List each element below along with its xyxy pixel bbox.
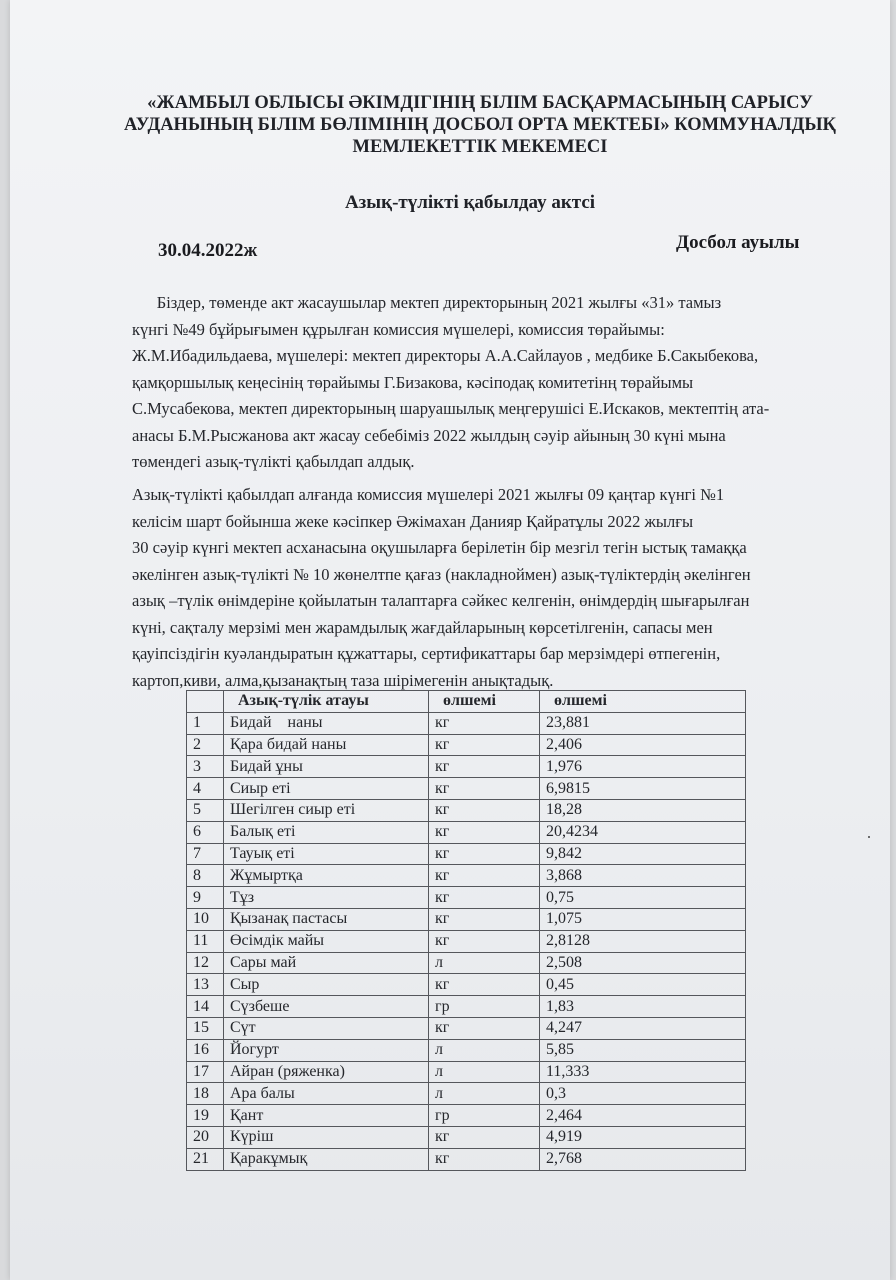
item-unit: кг bbox=[429, 908, 540, 930]
row-number: 19 bbox=[187, 1105, 224, 1127]
header-number bbox=[187, 691, 224, 713]
table-row bbox=[187, 952, 746, 974]
table-row bbox=[187, 756, 746, 778]
item-name: Тауық еті bbox=[224, 843, 429, 865]
text-line: келісім шарт бойынша жеке кәсіпкер Әжімахан Данияр Қайратұлы 2022 жылғы bbox=[132, 511, 694, 531]
item-name: Шегілген сиыр еті bbox=[224, 799, 429, 821]
item-name: Күріш bbox=[224, 1126, 429, 1148]
item-unit: кг bbox=[429, 799, 540, 821]
item-unit: кг bbox=[429, 843, 540, 865]
row-number: 2 bbox=[187, 734, 224, 756]
item-name: Бидай наны bbox=[224, 712, 429, 734]
table-row bbox=[187, 865, 746, 887]
text-line: төмендегі азық-түлікті қабылдап алдық. bbox=[132, 452, 415, 471]
row-number: 3 bbox=[187, 756, 224, 778]
item-name: Айран (ряженка) bbox=[224, 1061, 429, 1083]
table-row bbox=[187, 1017, 746, 1039]
row-number: 15 bbox=[187, 1017, 224, 1039]
item-amount: 4,919 bbox=[540, 1126, 746, 1148]
text-line: күнгі №49 бұйрығымен құрылған комиссия мүшелері, комиссия төрайымы: bbox=[132, 319, 665, 339]
table-row bbox=[187, 1126, 746, 1148]
goods-table bbox=[186, 690, 746, 1171]
item-name: Өсімдік майы bbox=[224, 930, 429, 952]
text-line: 30 сәуір күнгі мектеп асханасына оқушыларға берілетін бір мезгіл тегін ыстық тамаққа bbox=[132, 538, 747, 557]
row-number: 9 bbox=[187, 887, 224, 909]
item-amount: 0,75 bbox=[540, 887, 746, 909]
item-name: Балық еті bbox=[224, 821, 429, 843]
item-amount: 0,45 bbox=[540, 974, 746, 996]
header-name: Азық-түлік атауы bbox=[224, 691, 429, 713]
item-name: Сүзбеше bbox=[224, 996, 429, 1018]
row-number: 16 bbox=[187, 1039, 224, 1061]
row-number: 17 bbox=[187, 1061, 224, 1083]
item-amount: 3,868 bbox=[540, 865, 746, 887]
item-name: Қаракұмық bbox=[224, 1148, 429, 1170]
table-row bbox=[187, 1105, 746, 1127]
item-unit: кг bbox=[429, 821, 540, 843]
document-page bbox=[10, 0, 890, 1280]
table-row bbox=[187, 996, 746, 1018]
item-amount: 1,075 bbox=[540, 908, 746, 930]
text-line: әкелінген азық-түлікті № 10 жөнелтпе қағаз (накладноймен) азық-түліктердің әкелінген bbox=[132, 564, 751, 584]
item-unit: кг bbox=[429, 1017, 540, 1039]
row-number: 21 bbox=[187, 1148, 224, 1170]
item-amount: 4,247 bbox=[540, 1017, 746, 1039]
item-unit: кг bbox=[429, 1148, 540, 1170]
item-unit: кг bbox=[429, 712, 540, 734]
organization-header bbox=[90, 92, 870, 158]
item-amount: 18,28 bbox=[540, 799, 746, 821]
item-amount: 2,768 bbox=[540, 1148, 746, 1170]
item-unit: кг bbox=[429, 865, 540, 887]
item-unit: гр bbox=[429, 996, 540, 1018]
table-row bbox=[187, 908, 746, 930]
row-number: 11 bbox=[187, 930, 224, 952]
table-row bbox=[187, 887, 746, 909]
document-date: 30.04.2022ж bbox=[158, 240, 258, 261]
item-amount: 6,9815 bbox=[540, 778, 746, 800]
text-line: С.Мусабекова, мектеп директорының шаруашылық меңгерушісі Е.Искаков, мектептің ата- bbox=[132, 399, 770, 418]
paragraph-inspection bbox=[132, 482, 751, 694]
item-unit: кг bbox=[429, 974, 540, 996]
row-number: 1 bbox=[187, 712, 224, 734]
text-line: Біздер, төменде акт жасаушылар мектеп директорының 2021 жылғы «31» тамыз bbox=[132, 293, 722, 312]
item-amount: 2,8128 bbox=[540, 930, 746, 952]
item-name: Бидай ұны bbox=[224, 756, 429, 778]
item-name: Тұз bbox=[224, 887, 429, 909]
item-amount: 2,406 bbox=[540, 734, 746, 756]
item-amount: 2,508 bbox=[540, 952, 746, 974]
item-name: Йогурт bbox=[224, 1039, 429, 1061]
table-row bbox=[187, 734, 746, 756]
row-number: 8 bbox=[187, 865, 224, 887]
header-amount: өлшемі bbox=[540, 691, 746, 713]
item-name: Сыр bbox=[224, 974, 429, 996]
table-row bbox=[187, 1061, 746, 1083]
item-name: Ара балы bbox=[224, 1083, 429, 1105]
item-amount: 0,3 bbox=[540, 1083, 746, 1105]
item-unit: л bbox=[429, 1061, 540, 1083]
table-header-row bbox=[187, 691, 746, 713]
org-line: МЕМЛЕКЕТТІК МЕКЕМЕСІ bbox=[352, 137, 608, 157]
item-unit: кг bbox=[429, 756, 540, 778]
table-row bbox=[187, 1148, 746, 1170]
item-unit: кг bbox=[429, 1126, 540, 1148]
table-row bbox=[187, 974, 746, 996]
item-amount: 23,881 bbox=[540, 712, 746, 734]
table-row bbox=[187, 821, 746, 843]
paragraph-commission bbox=[132, 290, 769, 476]
item-name: Қант bbox=[224, 1105, 429, 1127]
table-row bbox=[187, 712, 746, 734]
row-number: 13 bbox=[187, 974, 224, 996]
text-line: қамқоршылық кеңесінің төрайымы Г.Бизакова, кәсіподақ комитетінң төрайымы bbox=[132, 372, 694, 392]
row-number: 18 bbox=[187, 1083, 224, 1105]
document-title: Азық-түлікті қабылдау актсі bbox=[344, 192, 596, 213]
table-row bbox=[187, 778, 746, 800]
table-row bbox=[187, 843, 746, 865]
table-row bbox=[187, 1083, 746, 1105]
item-unit: л bbox=[429, 1083, 540, 1105]
row-number: 10 bbox=[187, 908, 224, 930]
item-unit: кг bbox=[429, 887, 540, 909]
row-number: 20 bbox=[187, 1126, 224, 1148]
item-amount: 1,976 bbox=[540, 756, 746, 778]
row-number: 12 bbox=[187, 952, 224, 974]
header-unit: өлшемі bbox=[429, 691, 540, 713]
table-row bbox=[187, 930, 746, 952]
text-line: азық –түлік өнімдеріне қойылатын талаптарға сәйкес келгенін, өнімдердің шығарылған bbox=[132, 591, 750, 610]
item-amount: 2,464 bbox=[540, 1105, 746, 1127]
item-amount: 1,83 bbox=[540, 996, 746, 1018]
text-line: күні, сақталу мерзімі мен жарамдылық жағдайларының көрсетілгенін, сапасы мен bbox=[132, 617, 713, 637]
item-amount: 5,85 bbox=[540, 1039, 746, 1061]
row-number: 14 bbox=[187, 996, 224, 1018]
row-number: 5 bbox=[187, 799, 224, 821]
item-unit: кг bbox=[429, 930, 540, 952]
text-line: қауіпсіздігін куәландыратын құжаттары, сертификаттары бар мерзімдері өтпегенін, bbox=[132, 644, 721, 663]
text-line: картоп,киви, алма,қызанақтың таза шірімегенін анықтадық. bbox=[132, 670, 554, 690]
row-number: 4 bbox=[187, 778, 224, 800]
item-name: Сиыр еті bbox=[224, 778, 429, 800]
item-amount: 11,333 bbox=[540, 1061, 746, 1083]
text-line: Азық-түлікті қабылдап алғанда комиссия мүшелері 2021 жылғы 09 қаңтар күнгі №1 bbox=[132, 485, 725, 504]
item-name: Сары май bbox=[224, 952, 429, 974]
row-number: 6 bbox=[187, 821, 224, 843]
item-amount: 9,842 bbox=[540, 843, 746, 865]
item-unit: л bbox=[429, 952, 540, 974]
org-line: «ЖАМБЫЛ ОБЛЫСЫ ӘКІМДІГІНІҢ БІЛІМ БАСҚАРМАСЫНЫҢ САРЫСУ bbox=[147, 93, 813, 113]
table-row bbox=[187, 1039, 746, 1061]
org-line: АУДАНЫНЫҢ БІЛІМ БӨЛІМІНІҢ ДОСБОЛ ОРТА МЕКТЕБІ» КОММУНАЛДЫҚ bbox=[124, 115, 836, 135]
item-name: Қара бидай наны bbox=[224, 734, 429, 756]
item-name: Қызанақ пастасы bbox=[224, 908, 429, 930]
item-unit: гр bbox=[429, 1105, 540, 1127]
item-unit: кг bbox=[429, 778, 540, 800]
text-line: Ж.М.Ибадильдаева, мүшелері: мектеп директоры А.А.Сайлауов , медбике Б.Сакыбекова, bbox=[132, 346, 759, 365]
item-unit: л bbox=[429, 1039, 540, 1061]
document-place: Досбол ауылы bbox=[676, 232, 800, 253]
item-name: Сүт bbox=[224, 1017, 429, 1039]
paper-speck bbox=[868, 836, 870, 838]
row-number: 7 bbox=[187, 843, 224, 865]
item-name: Жұмыртқа bbox=[224, 865, 429, 887]
text-line: анасы Б.М.Рысжанова акт жасау себебіміз 2022 жылдың сәуір айының 30 күні мына bbox=[132, 425, 726, 445]
item-amount: 20,4234 bbox=[540, 821, 746, 843]
table-row bbox=[187, 799, 746, 821]
item-unit: кг bbox=[429, 734, 540, 756]
